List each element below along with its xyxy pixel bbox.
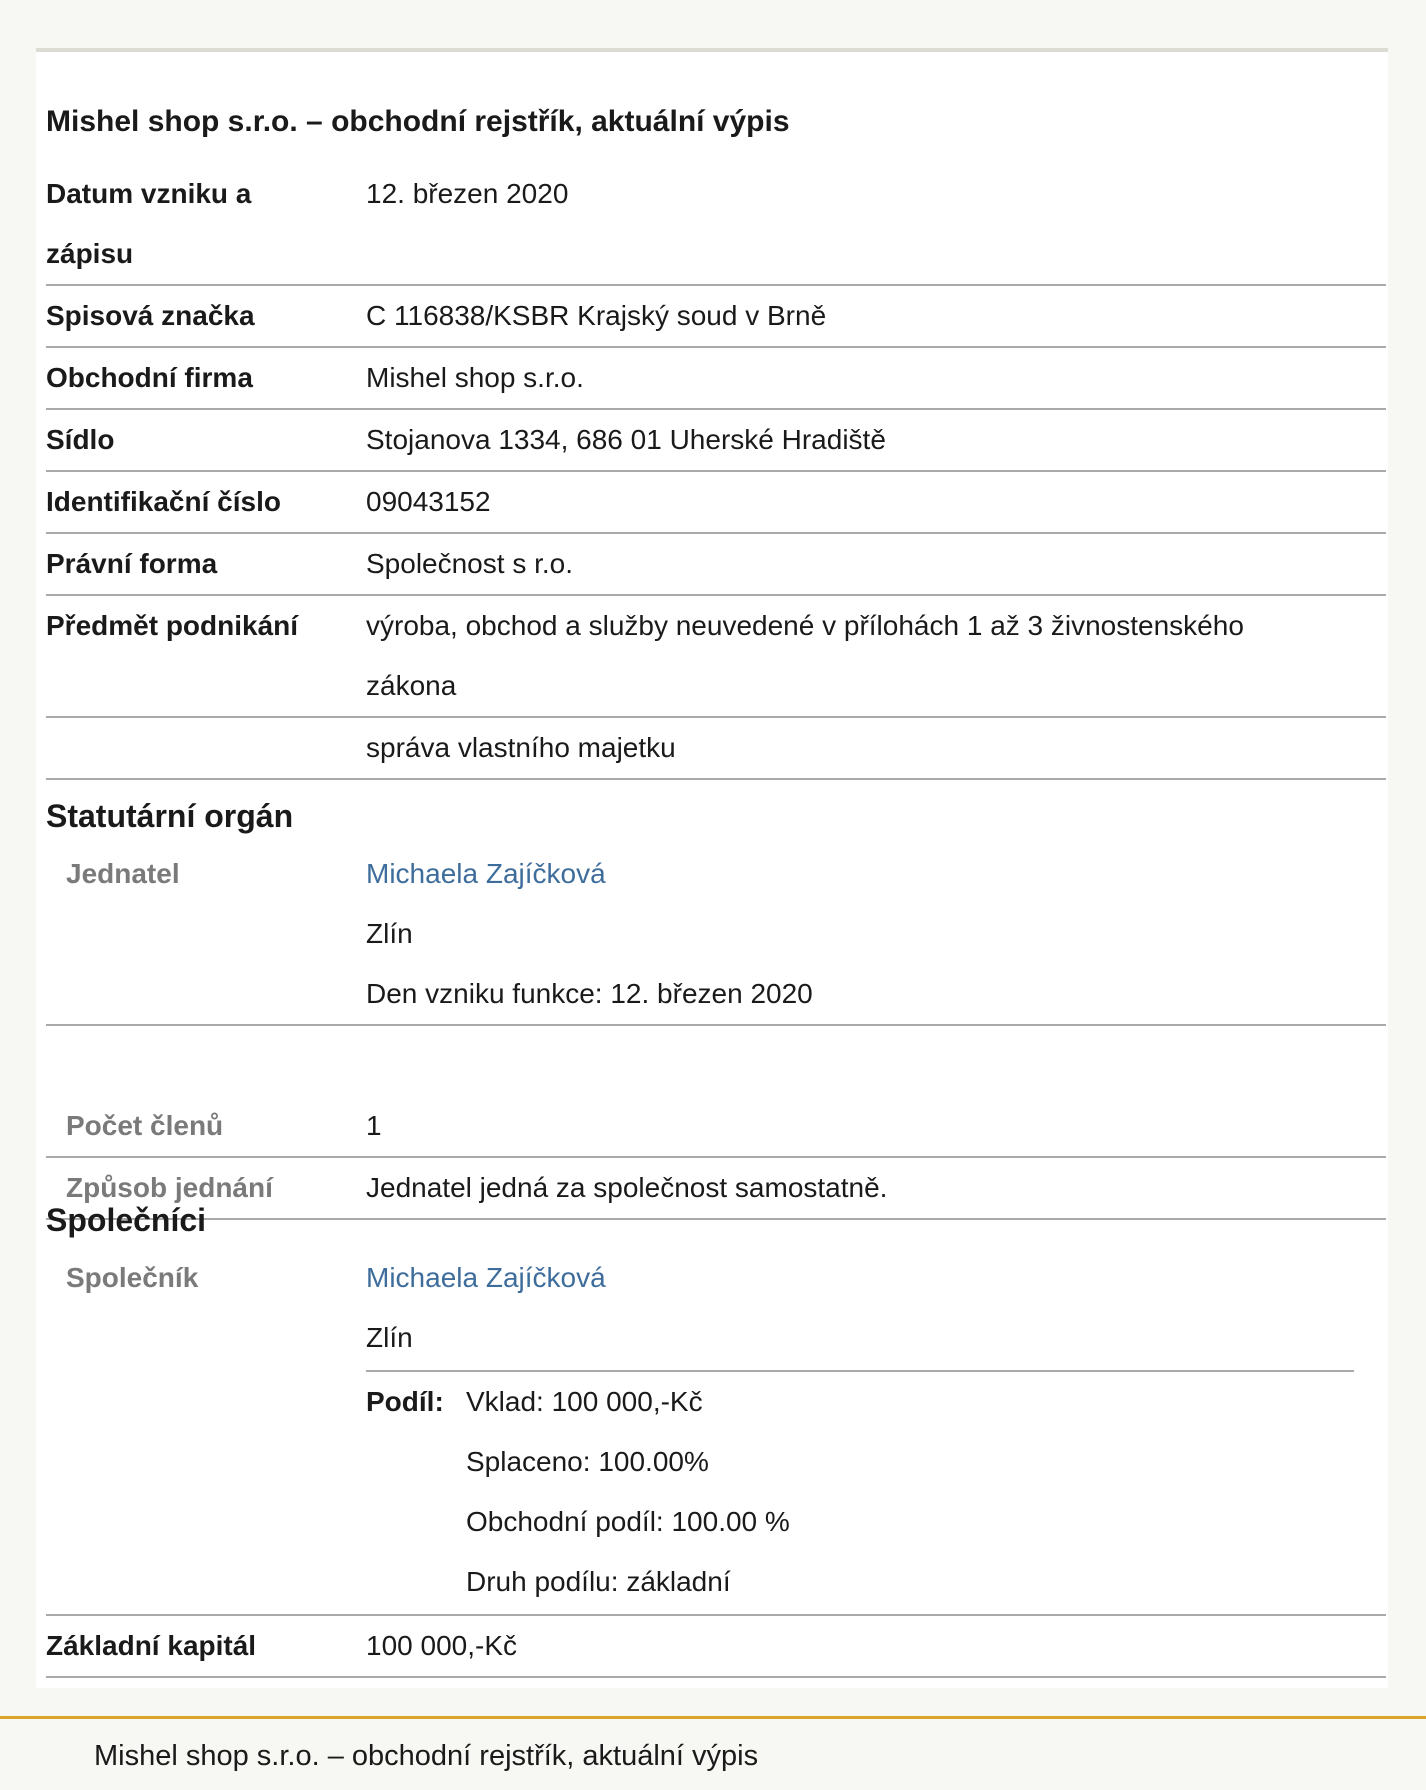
value-predmet-podnikani-1: výroba, obchod a služby neuvedené v přílohách 1 až 3 živnostenského — [366, 610, 1244, 641]
link-jednatel-name[interactable]: Michaela Zajíčková — [366, 858, 606, 889]
value-jednatel-city: Zlín — [366, 918, 413, 949]
value-jednatel-since: Den vzniku funkce: 12. březen 2020 — [366, 978, 813, 1009]
label-datum-vzniku-1: Datum vzniku a — [46, 178, 252, 209]
row-ico — [46, 472, 1386, 534]
row-zakladni-kapital — [46, 1616, 1386, 1678]
value-predmet-podnikani-2: zákona — [366, 670, 457, 701]
label-spolecnik: Společník — [66, 1262, 199, 1293]
label-zakladni-kapital: Základní kapitál — [46, 1630, 257, 1661]
row-sidlo — [46, 410, 1386, 472]
heading-statutarni-organ: Statutární orgán — [46, 798, 294, 834]
label-predmet-podnikani: Předmět podnikání — [46, 610, 299, 641]
value-pocet-clenu: 1 — [366, 1110, 382, 1141]
value-obchodni-firma: Mishel shop s.r.o. — [366, 362, 584, 393]
label-ico: Identifikační číslo — [46, 486, 281, 517]
label-pravni-forma: Právní forma — [46, 548, 218, 579]
value-zpusob-jednani: Jednatel jedná za společnost samostatně. — [366, 1172, 888, 1203]
label-spisova-znacka: Spisová značka — [46, 300, 255, 331]
row-jednatel — [46, 844, 1386, 1026]
label-obchodni-firma: Obchodní firma — [46, 362, 253, 393]
row-predmet-podnikani — [46, 596, 1386, 718]
row-predmet-podnikani-2 — [46, 718, 1386, 780]
row-spisova-znacka — [46, 286, 1386, 348]
value-sidlo: Stojanova 1334, 686 01 Uherské Hradiště — [366, 424, 886, 455]
row-datum-vzniku — [46, 164, 1386, 286]
label-sidlo: Sídlo — [46, 424, 115, 455]
value-ico: 09043152 — [366, 486, 491, 517]
footer-divider — [0, 1716, 1426, 1719]
value-pravni-forma: Společnost s r.o. — [366, 548, 574, 579]
row-pravni-forma — [46, 534, 1386, 596]
value-obchodni-podil: Obchodní podíl: 100.00 % — [466, 1506, 790, 1537]
label-jednatel: Jednatel — [66, 858, 180, 889]
value-spolecnik-city: Zlín — [366, 1322, 413, 1353]
row-pocet-clenu — [46, 1096, 1386, 1158]
row-spolecnik — [46, 1248, 1386, 1616]
heading-spolecnici: Společníci — [46, 1202, 207, 1238]
label-podil: Podíl: — [366, 1386, 444, 1417]
value-spisova-znacka: C 116838/KSBR Krajský soud v Brně — [366, 300, 827, 331]
row-zpusob-jednani — [46, 1158, 1386, 1220]
value-datum-vzniku: 12. březen 2020 — [366, 178, 569, 209]
value-vklad: Vklad: 100 000,-Kč — [466, 1386, 703, 1417]
registry-card — [36, 48, 1388, 1688]
footer-title: Mishel shop s.r.o. – obchodní rejstřík, aktuální výpis — [94, 1740, 759, 1772]
value-predmet-podnikani-3: správa vlastního majetku — [366, 732, 676, 763]
row-obchodni-firma — [46, 348, 1386, 410]
value-druh-podilu: Druh podílu: základní — [466, 1566, 731, 1597]
label-pocet-clenu: Počet členů — [66, 1110, 224, 1141]
label-datum-vzniku-2: zápisu — [46, 238, 134, 269]
label-zpusob-jednani: Způsob jednání — [66, 1172, 273, 1203]
link-spolecnik-name[interactable]: Michaela Zajíčková — [366, 1262, 606, 1293]
page-title: Mishel shop s.r.o. – obchodní rejstřík, aktuální výpis — [46, 105, 790, 138]
value-zakladni-kapital: 100 000,-Kč — [366, 1630, 517, 1661]
value-splaceno: Splaceno: 100.00% — [466, 1446, 709, 1477]
